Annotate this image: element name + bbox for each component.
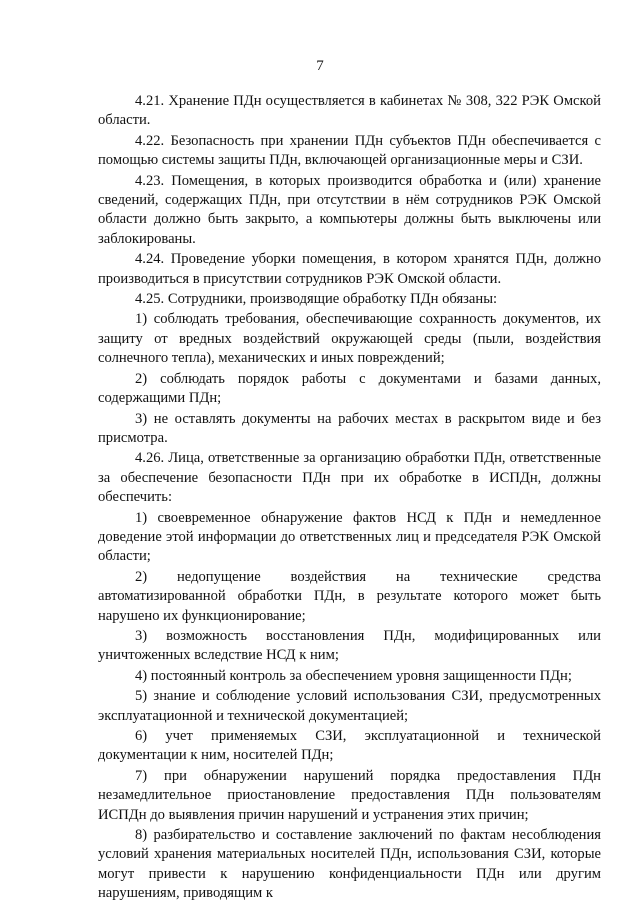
list-item-4-26-7: 7) при обнаружении нарушений порядка предоставления ПДн незамедлительное приостановление предоставления ПДн пользователям ИСПДн до выявления причин нарушений и устранения этих причин; [98,767,601,823]
list-item-4-26-6: 6) учет применяемых СЗИ, эксплуатационной и технической документации к ним, носителей ПДн; [98,728,601,764]
list-item-4-26-8: 8) разбирательство и составление заключений по фактам несоблюдения условий хранения материальных носителей ПДн, использования СЗИ, которые могут привести к нарушению конфиденциальности ПДн или другим нарушениям, приводящим к [98,827,601,902]
document-body [98,92,601,905]
list-item-4-26-1: 1) своевременное обнаружение фактов НСД к ПДн и немедленное доведение этой информации до ответственных лиц и председателя РЭК Омской области; [98,509,601,565]
list-item-4-26-4: 4) постоянный контроль за обеспечением уровня защищенности ПДн; [135,667,572,684]
list-item-4-25-3: 3) не оставлять документы на рабочих местах в раскрытом виде и без присмотра. [98,410,601,446]
list-item-4-26-2: 2) недопущение воздействия на технические средства автоматизированной обработки ПДн, в результате которого может быть нарушено их функционирование; [98,568,601,624]
page-number: 7 [316,58,324,74]
list-item-4-25-1: 1) соблюдать требования, обеспечивающие сохранность документов, их защиту от вредных воздействий окружающей среды (пыли, воздействия солнечного тепла), механических и иных повреждений; [98,311,601,367]
list-item-4-25-2: 2) соблюдать порядок работы с документами и базами данных, содержащими ПДн; [98,370,601,407]
paragraph-4-24: 4.24. Проведение уборки помещения, в котором хранятся ПДн, должно производиться в присутствии сотрудников РЭК Омской области. [98,251,601,287]
paragraph-4-21: 4.21. Хранение ПДн осуществляется в кабинетах № 308, 322 РЭК Омской области. [98,93,601,129]
list-item-4-26-3: 3) возможность восстановления ПДн, модифицированных или уничтоженных вследствие НСД к ним; [98,627,601,664]
paragraph-4-26: 4.26. Лица, ответственные за организацию обработки ПДн, ответственные за обеспечение безопасности ПДн при их обработке в ИСПДн, должны обеспечить: [98,450,601,506]
paragraph-4-25: 4.25. Сотрудники, производящие обработку ПДн обязаны: [135,291,498,308]
paragraph-4-23: 4.23. Помещения, в которых производится обработка и (или) хранение сведений, содержащих ПДн, при отсутствии в нём сотрудников РЭК Омской области должно быть закрыто, а компьютеры должны быть выключены или заблокированы. [98,172,601,247]
paragraph-4-22: 4.22. Безопасность при хранении ПДн субъектов ПДн обеспечивается с помощью системы защиты ПДн, включающей организационные меры и СЗИ. [98,132,601,169]
list-item-4-26-5: 5) знание и соблюдение условий использования СЗИ, предусмотренных эксплуатационной и технической документацией; [98,688,601,724]
